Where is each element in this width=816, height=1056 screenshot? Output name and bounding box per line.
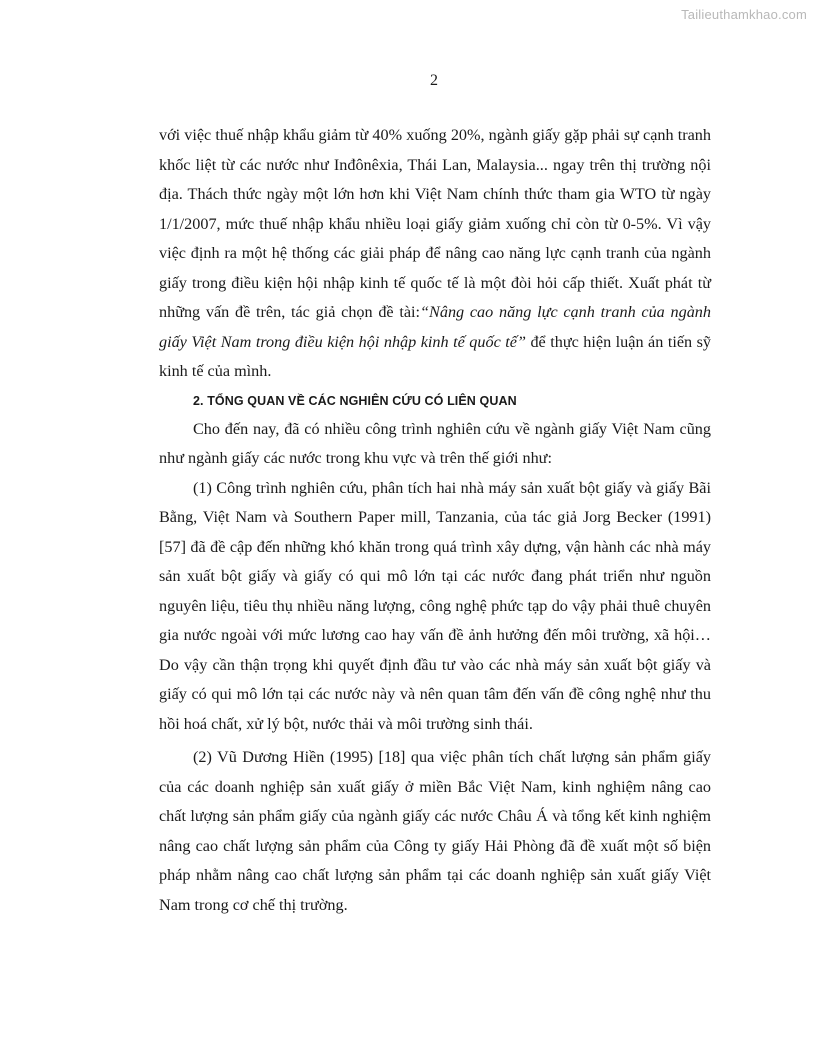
paragraph-study-2: (2) Vũ Dương Hiền (1995) [18] qua việc phân tích chất lượng sản phẩm giấy của các doanh nghiệp sản xuất giấy ở miền Bắc Việt Nam, kinh nghiệm nâng cao chất lượng sản phẩm giấy của ngành giấy các nước Châu Á và tổng kết kinh nghiệm nâng cao chất lượng sản phẩm của Công ty giấy Hải Phòng đã đề xuất một số biện pháp nhằm nâng cao chất lượng sản phẩm tại các doanh nghiệp sản xuất giấy Việt Nam trong cơ chế thị trường.	[159, 748, 711, 914]
document-body	[159, 121, 711, 920]
thesis-title: “Nâng cao năng lực cạnh tranh của ngành giấy Việt Nam trong điều kiện hội nhập kinh tế quốc tế”	[159, 303, 711, 351]
intro-text-end: để thực hiện luận án tiến sỹ kinh tế của mình.	[159, 332, 712, 380]
page-number: 2	[430, 72, 438, 89]
section-heading: 2. TỔNG QUAN VỀ CÁC NGHIÊN CỨU CÓ LIÊN QUAN	[193, 393, 517, 408]
paragraph-overview: Cho đến nay, đã có nhiều công trình nghiên cứu về ngành giấy Việt Nam cũng như ngành giấy các nước trong khu vực và trên thế giới như:	[159, 419, 711, 467]
intro-text: với việc thuế nhập khẩu giảm từ 40% xuống 20%, ngành giấy gặp phải sự cạnh tranh khốc liệt từ các nước như Inđônêxia, Thái Lan, Malaysia... ngay trên thị trường nội địa. Thách thức ngày một lớn hơn khi Việt Nam chính thức tham gia WTO từ ngày 1/1/2007, mức thuế nhập khẩu nhiều loại giấy giảm xuống chỉ còn từ 0-5%. Vì vậy việc định ra một hệ thống các giải pháp để nâng cao năng lực cạnh tranh của ngành giấy trong điều kiện hội nhập kinh tế quốc tế là một đòi hỏi cấp thiết. Xuất phát từ những vấn đề trên, tác giả chọn đề tài:	[159, 126, 711, 321]
intro-paragraph	[159, 121, 711, 387]
watermark: Tailieuthamkhao.com	[681, 7, 807, 22]
paragraph-study-1: (1) Công trình nghiên cứu, phân tích hai nhà máy sản xuất bột giấy và giấy Bãi Bằng, Việt Nam và Southern Paper mill, Tanzania, của tác giả Jorg Becker (1991) [57] đã đề cập đến những khó khăn trong quá trình xây dựng, vận hành các nhà máy sản xuất bột giấy và giấy có qui mô lớn tại các nước đang phát triển như nguồn nguyên liệu, tiêu thụ nhiều năng lượng, công nghệ phức tạp do vậy phải thuê chuyên gia nước ngoài với mức lương cao hay vấn đề ảnh hưởng đến môi trường, xã hội… Do vậy cần thận trọng khi quyết định đầu tư vào các nhà máy sản xuất bột giấy và giấy có qui mô lớn tại các nước này và nên quan tâm đến vấn đề công nghệ như thu hồi hoá chất, xử lý bột, nước thải và môi trường sinh thái.	[159, 478, 711, 733]
